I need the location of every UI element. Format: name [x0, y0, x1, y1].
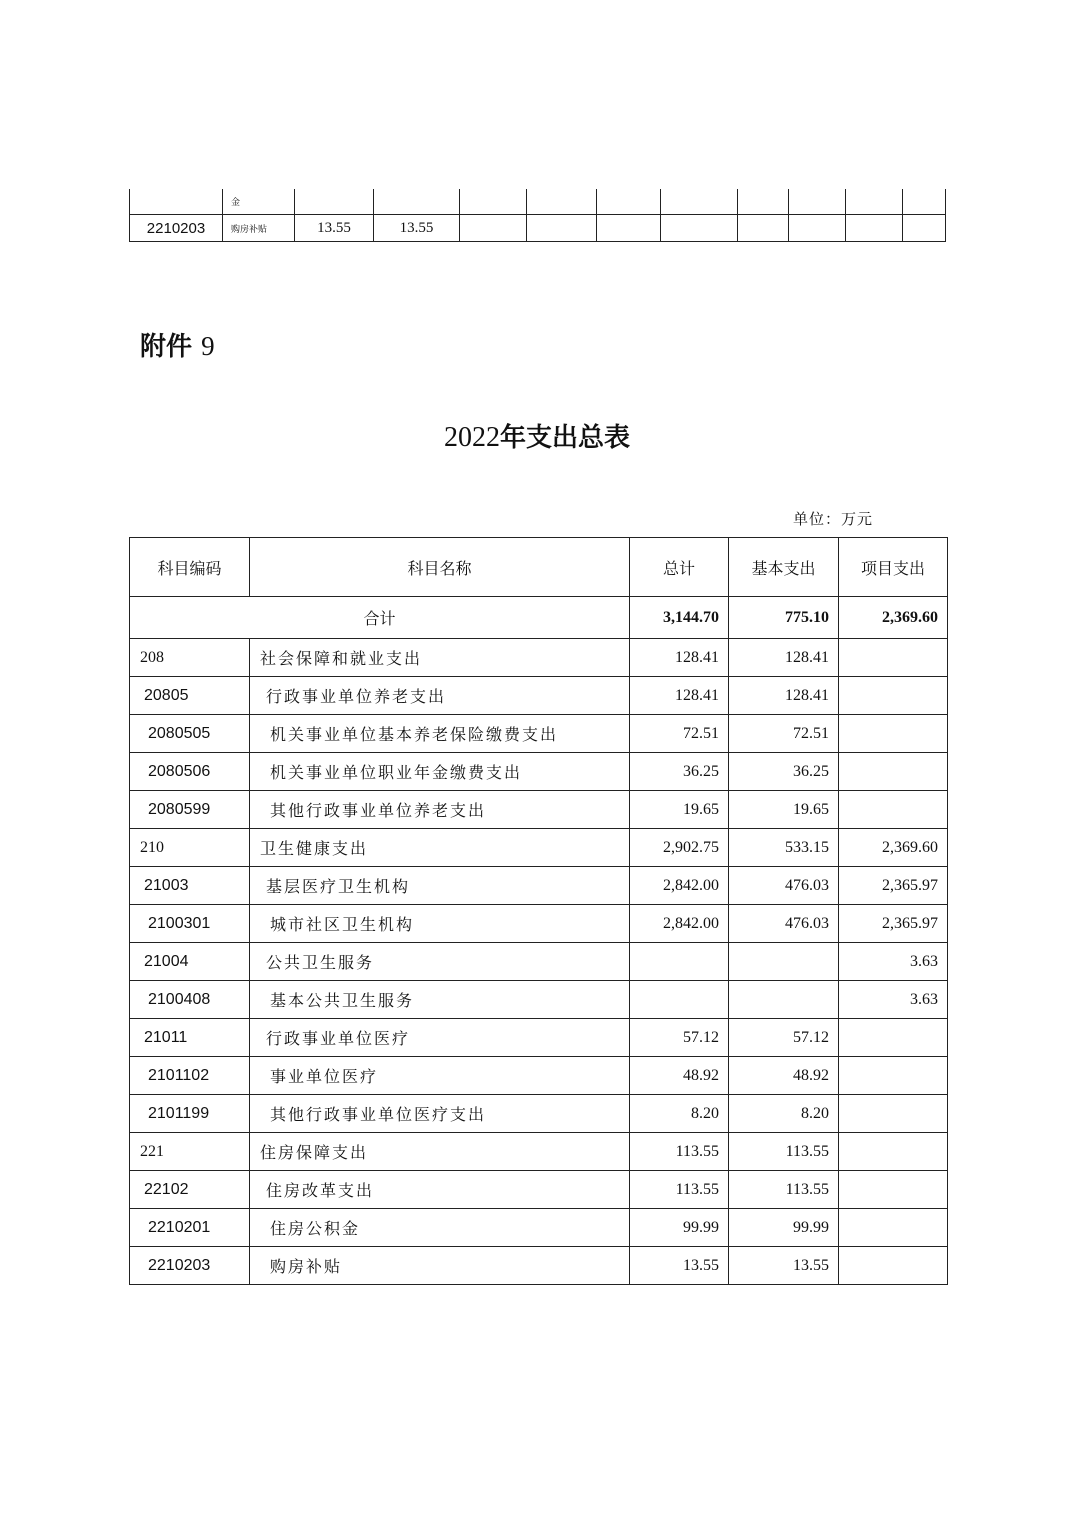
- row-code-cell: 21011: [130, 1019, 250, 1057]
- table-row: [130, 1019, 948, 1057]
- row-total-cell: 36.25: [630, 753, 729, 791]
- row-project-cell: 3.63: [839, 981, 948, 1019]
- fragment-row: [130, 215, 946, 242]
- row-total-cell: 113.55: [630, 1133, 729, 1171]
- fragment-empty-cell: [460, 189, 527, 215]
- row-total-cell: 113.55: [630, 1171, 729, 1209]
- table-row: [130, 677, 948, 715]
- row-code-cell: 2080506: [130, 753, 250, 791]
- table-row: [130, 867, 948, 905]
- table-row: [130, 1171, 948, 1209]
- table-header-row: [130, 538, 948, 597]
- table-row: [130, 639, 948, 677]
- fragment-empty-cell: [903, 189, 946, 215]
- row-basic-cell: 13.55: [729, 1247, 839, 1285]
- fragment-empty-cell: [789, 189, 846, 215]
- row-basic-cell: 128.41: [729, 639, 839, 677]
- fragment-empty-cell: [846, 215, 903, 242]
- row-project-cell: 2,365.97: [839, 867, 948, 905]
- fragment-empty-cell: [661, 189, 738, 215]
- fragment-empty-cell: [527, 215, 597, 242]
- row-basic-cell: 72.51: [729, 715, 839, 753]
- fragment-basic-cell: 13.55: [374, 215, 460, 242]
- fragment-empty-cell: [738, 189, 789, 215]
- row-name-cell: 城市社区卫生机构: [250, 905, 630, 943]
- fragment-name-cell: 购房补贴: [223, 215, 295, 242]
- row-total-cell: 2,842.00: [630, 867, 729, 905]
- fragment-empty-cell: [738, 215, 789, 242]
- row-project-cell: [839, 1019, 948, 1057]
- row-name-cell: 基本公共卫生服务: [250, 981, 630, 1019]
- attachment-heading: [140, 326, 215, 363]
- row-project-cell: [839, 1057, 948, 1095]
- header-total: 总计: [630, 538, 729, 597]
- row-basic-cell: 19.65: [729, 791, 839, 829]
- row-total-cell: 57.12: [630, 1019, 729, 1057]
- row-total-cell: 19.65: [630, 791, 729, 829]
- row-basic-cell: 113.55: [729, 1171, 839, 1209]
- row-basic-cell: 476.03: [729, 905, 839, 943]
- row-name-cell: 基层医疗卫生机构: [250, 867, 630, 905]
- row-name-cell: 事业单位医疗: [250, 1057, 630, 1095]
- row-total-cell: 99.99: [630, 1209, 729, 1247]
- row-name-cell: 行政事业单位养老支出: [250, 677, 630, 715]
- unit-label: 单位：万元: [793, 510, 874, 528]
- row-code-cell: 21004: [130, 943, 250, 981]
- row-basic-cell: 476.03: [729, 867, 839, 905]
- fragment-empty-cell: [903, 215, 946, 242]
- row-code-cell: 2080599: [130, 791, 250, 829]
- title-text: 年支出总表: [499, 423, 630, 453]
- row-total-cell: 13.55: [630, 1247, 729, 1285]
- row-project-cell: 3.63: [839, 943, 948, 981]
- row-basic-cell: 128.41: [729, 677, 839, 715]
- row-total-cell: 48.92: [630, 1057, 729, 1095]
- table-row: [130, 791, 948, 829]
- total-label: 合计: [130, 597, 630, 639]
- row-basic-cell: 8.20: [729, 1095, 839, 1133]
- fragment-empty-cell: [661, 215, 738, 242]
- row-project-cell: [839, 1247, 948, 1285]
- table-row: [130, 1209, 948, 1247]
- row-basic-cell: 113.55: [729, 1133, 839, 1171]
- row-project-cell: [839, 1209, 948, 1247]
- row-name-cell: 机关事业单位基本养老保险缴费支出: [250, 715, 630, 753]
- total-basic: 775.10: [729, 597, 839, 639]
- table-row: [130, 905, 948, 943]
- expenditure-summary-table: [129, 537, 948, 1285]
- header-basic: 基本支出: [729, 538, 839, 597]
- row-basic-cell: 36.25: [729, 753, 839, 791]
- row-project-cell: [839, 639, 948, 677]
- row-name-cell: 其他行政事业单位养老支出: [250, 791, 630, 829]
- table-row: [130, 1247, 948, 1285]
- table-row: [130, 1133, 948, 1171]
- row-code-cell: 21003: [130, 867, 250, 905]
- row-code-cell: 208: [130, 639, 250, 677]
- row-name-cell: 其他行政事业单位医疗支出: [250, 1095, 630, 1133]
- page-title: [0, 417, 1074, 454]
- row-code-cell: 20805: [130, 677, 250, 715]
- row-basic-cell: 533.15: [729, 829, 839, 867]
- row-project-cell: [839, 1095, 948, 1133]
- row-code-cell: 2080505: [130, 715, 250, 753]
- fragment-name-cell: 金: [223, 189, 295, 215]
- table-row: [130, 715, 948, 753]
- row-code-cell: 2101102: [130, 1057, 250, 1095]
- row-code-cell: 2210203: [130, 1247, 250, 1285]
- row-code-cell: 2100408: [130, 981, 250, 1019]
- row-basic-cell: [729, 943, 839, 981]
- fragment-code-cell: 2210203: [130, 215, 223, 242]
- row-code-cell: 210: [130, 829, 250, 867]
- row-total-cell: [630, 943, 729, 981]
- header-code: 科目编码: [130, 538, 250, 597]
- row-basic-cell: 57.12: [729, 1019, 839, 1057]
- fragment-empty-cell: [460, 215, 527, 242]
- total-project: 2,369.60: [839, 597, 948, 639]
- fragment-empty-cell: [527, 189, 597, 215]
- attachment-label: 附件: [140, 332, 193, 362]
- row-code-cell: 22102: [130, 1171, 250, 1209]
- row-name-cell: 社会保障和就业支出: [250, 639, 630, 677]
- fragment-basic-cell: [374, 189, 460, 215]
- row-code-cell: 2210201: [130, 1209, 250, 1247]
- attachment-number: 9: [201, 331, 215, 361]
- row-name-cell: 卫生健康支出: [250, 829, 630, 867]
- table-row: [130, 981, 948, 1019]
- row-project-cell: [839, 1133, 948, 1171]
- row-code-cell: 2101199: [130, 1095, 250, 1133]
- row-basic-cell: 48.92: [729, 1057, 839, 1095]
- header-project: 项目支出: [839, 538, 948, 597]
- table-row: [130, 943, 948, 981]
- row-name-cell: 购房补贴: [250, 1247, 630, 1285]
- row-project-cell: [839, 753, 948, 791]
- table-row: [130, 829, 948, 867]
- row-project-cell: [839, 677, 948, 715]
- fragment-total-cell: [295, 189, 374, 215]
- row-code-cell: 221: [130, 1133, 250, 1171]
- fragment-total-cell: 13.55: [295, 215, 374, 242]
- row-project-cell: [839, 791, 948, 829]
- total-row: [130, 597, 948, 639]
- total-total: 3,144.70: [630, 597, 729, 639]
- row-name-cell: 机关事业单位职业年金缴费支出: [250, 753, 630, 791]
- row-total-cell: 2,902.75: [630, 829, 729, 867]
- row-name-cell: 住房保障支出: [250, 1133, 630, 1171]
- fragment-row: [130, 189, 946, 215]
- row-project-cell: [839, 1171, 948, 1209]
- row-name-cell: 住房公积金: [250, 1209, 630, 1247]
- table-row: [130, 1095, 948, 1133]
- previous-table-fragment: [129, 189, 946, 242]
- row-basic-cell: [729, 981, 839, 1019]
- fragment-code-cell: [130, 189, 223, 215]
- title-year: 2022: [443, 422, 500, 453]
- fragment-empty-cell: [597, 189, 661, 215]
- row-name-cell: 住房改革支出: [250, 1171, 630, 1209]
- row-basic-cell: 99.99: [729, 1209, 839, 1247]
- row-total-cell: 8.20: [630, 1095, 729, 1133]
- row-total-cell: [630, 981, 729, 1019]
- row-total-cell: 128.41: [630, 639, 729, 677]
- row-total-cell: 2,842.00: [630, 905, 729, 943]
- fragment-empty-cell: [597, 215, 661, 242]
- header-name: 科目名称: [250, 538, 630, 597]
- row-code-cell: 2100301: [130, 905, 250, 943]
- row-project-cell: 2,365.97: [839, 905, 948, 943]
- row-project-cell: [839, 715, 948, 753]
- row-total-cell: 128.41: [630, 677, 729, 715]
- row-name-cell: 行政事业单位医疗: [250, 1019, 630, 1057]
- table-row: [130, 1057, 948, 1095]
- row-total-cell: 72.51: [630, 715, 729, 753]
- table-row: [130, 753, 948, 791]
- row-project-cell: 2,369.60: [839, 829, 948, 867]
- fragment-empty-cell: [789, 215, 846, 242]
- fragment-empty-cell: [846, 189, 903, 215]
- row-name-cell: 公共卫生服务: [250, 943, 630, 981]
